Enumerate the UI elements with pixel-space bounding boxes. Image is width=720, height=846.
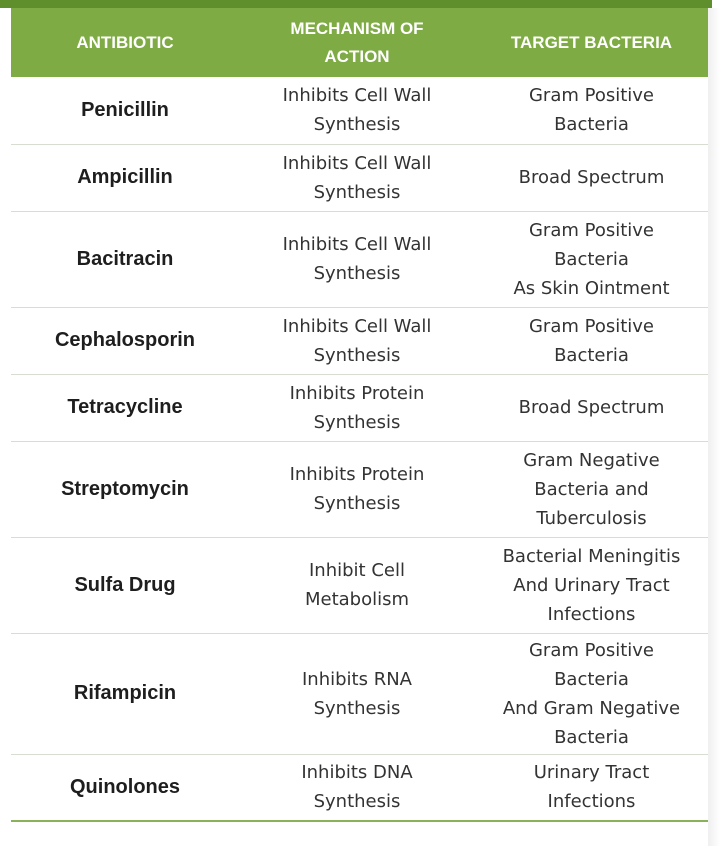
antibiotic-name-cell: Cephalosporin — [11, 307, 239, 374]
mechanism-cell — [239, 211, 475, 307]
target-line: And Gram Negative — [502, 697, 681, 719]
target-line: Bacterial Meningitis — [502, 545, 681, 567]
target-bacteria-cell — [475, 537, 708, 633]
target-line: Gram Positive — [528, 315, 655, 337]
table-row — [11, 77, 708, 144]
antibiotic-name-cell: Quinolones — [11, 754, 239, 821]
antibiotics-table — [11, 8, 708, 822]
mechanism-line: Metabolism — [304, 589, 410, 610]
target-bacteria-cell — [475, 77, 708, 144]
mechanism-cell — [239, 77, 475, 144]
target-line: Bacteria — [554, 114, 629, 136]
antibiotic-name-cell: Streptomycin — [11, 441, 239, 537]
mechanism-line: Inhibit Cell — [309, 560, 405, 581]
antibiotic-name-cell: Penicillin — [11, 77, 239, 144]
header-line: ACTION — [324, 46, 390, 66]
target-line: Bacteria — [554, 668, 629, 690]
table-row — [11, 633, 708, 754]
mechanism-cell — [239, 754, 475, 821]
target-line: Infections — [547, 791, 636, 813]
mechanism-line: Synthesis — [313, 697, 401, 719]
page-edge-shadow — [708, 8, 720, 846]
target-line: Bacteria and — [534, 478, 649, 500]
target-line: Gram Positive — [528, 639, 655, 661]
target-line: Gram Positive — [528, 85, 655, 107]
header-line: TARGET BACTERIA — [510, 32, 673, 52]
header-line: MECHANISM OF — [290, 18, 424, 38]
target-line: Urinary Tract — [533, 762, 650, 784]
target-bacteria-cell — [475, 374, 708, 441]
target-bacteria-cell — [475, 211, 708, 307]
target-line: Gram Positive — [528, 219, 655, 241]
table-row — [11, 754, 708, 821]
header-mechanism-of-action — [239, 8, 475, 77]
mechanism-line: Inhibits DNA — [301, 762, 413, 784]
mechanism-line: Inhibits Protein — [289, 464, 425, 485]
target-line: Broad Spectrum — [518, 397, 665, 418]
header-target-bacteria — [475, 8, 708, 77]
mechanism-line: Inhibits Protein — [289, 382, 425, 404]
mechanism-cell — [239, 374, 475, 441]
header-antibiotic — [11, 8, 239, 77]
antibiotic-name-cell: Sulfa Drug — [11, 537, 239, 633]
table-body — [11, 77, 708, 821]
target-line: Bacteria — [554, 726, 629, 748]
target-line: Tuberculosis — [536, 507, 647, 529]
table-row — [11, 441, 708, 537]
mechanism-line: Synthesis — [313, 411, 401, 433]
mechanism-line: Synthesis — [313, 344, 401, 366]
mechanism-line: Inhibits RNA — [302, 668, 412, 690]
mechanism-cell — [239, 307, 475, 374]
target-bacteria-cell — [475, 144, 708, 211]
header-line: ANTIBIOTIC — [76, 32, 174, 52]
antibiotic-name-cell: Bacitracin — [11, 211, 239, 307]
table-header-row — [11, 8, 708, 77]
table-row — [11, 537, 708, 633]
target-line: Broad Spectrum — [518, 167, 665, 188]
antibiotic-name-cell: Rifampicin — [11, 633, 239, 754]
mechanism-line: Synthesis — [313, 791, 401, 813]
top-banner-strip — [0, 0, 712, 8]
mechanism-line: Synthesis — [313, 181, 401, 203]
target-bacteria-cell — [475, 307, 708, 374]
mechanism-line: Inhibits Cell Wall — [282, 85, 432, 107]
target-line: As Skin Ointment — [513, 277, 670, 299]
target-line: Infections — [547, 603, 636, 625]
target-line: And Urinary Tract — [513, 574, 670, 596]
mechanism-line: Inhibits Cell Wall — [282, 152, 432, 174]
target-bacteria-cell — [475, 633, 708, 754]
table-row — [11, 211, 708, 307]
table-row — [11, 144, 708, 211]
table-row — [11, 374, 708, 441]
table-row — [11, 307, 708, 374]
antibiotic-name-cell: Ampicillin — [11, 144, 239, 211]
mechanism-line: Inhibits Cell Wall — [282, 315, 432, 337]
mechanism-line: Synthesis — [313, 114, 401, 136]
mechanism-cell — [239, 633, 475, 754]
target-line: Bacteria — [554, 344, 629, 366]
mechanism-line: Synthesis — [313, 493, 401, 514]
target-bacteria-cell — [475, 754, 708, 821]
target-line: Gram Negative — [523, 449, 660, 471]
mechanism-cell — [239, 537, 475, 633]
mechanism-cell — [239, 441, 475, 537]
mechanism-line: Synthesis — [313, 263, 401, 284]
mechanism-line: Inhibits Cell Wall — [282, 234, 432, 255]
target-line: Bacteria — [554, 248, 629, 270]
antibiotic-name-cell: Tetracycline — [11, 374, 239, 441]
mechanism-cell — [239, 144, 475, 211]
target-bacteria-cell — [475, 441, 708, 537]
